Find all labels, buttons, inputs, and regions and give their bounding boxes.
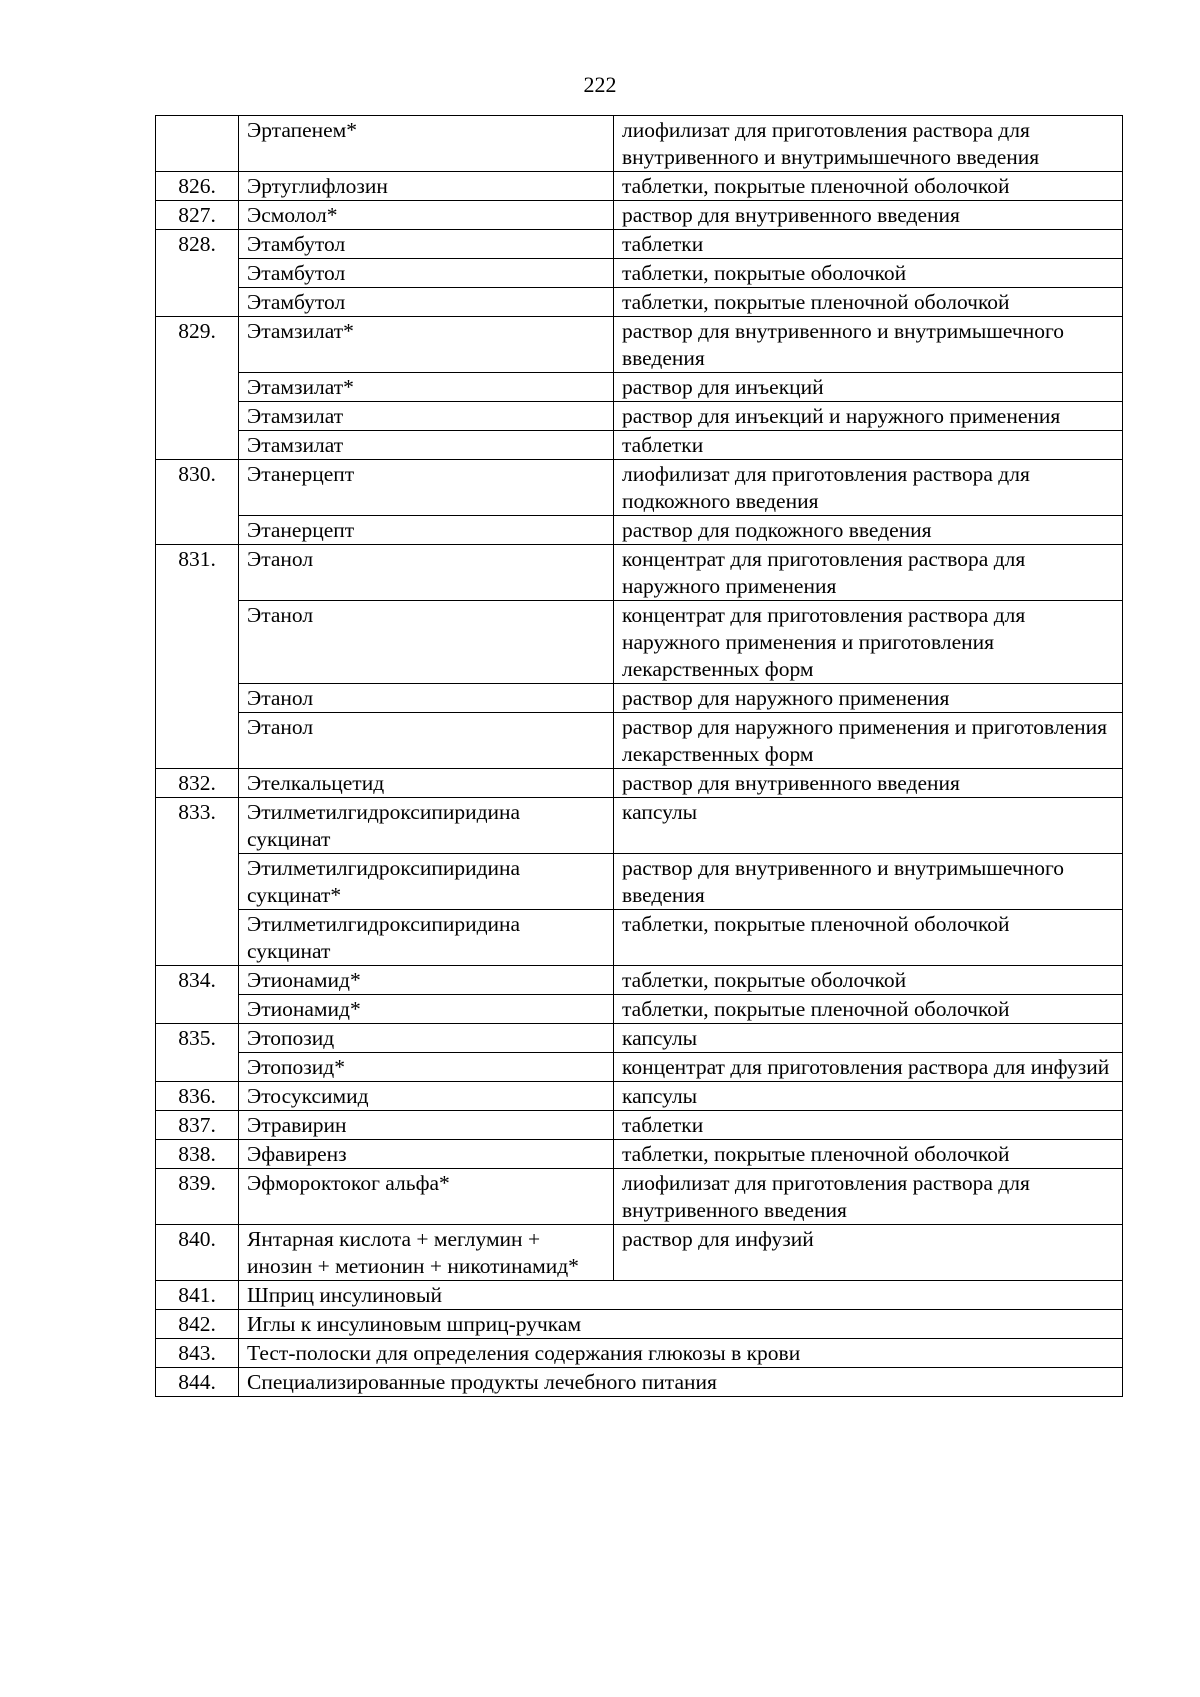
table-row: [156, 373, 1123, 402]
dosage-form-cell: таблетки, покрытые пленочной оболочкой: [614, 995, 1123, 1024]
drug-name-cell: Этамзилат: [239, 402, 614, 431]
dosage-form-cell: таблетки, покрытые пленочной оболочкой: [614, 1140, 1123, 1169]
row-number: 834.: [156, 966, 239, 1024]
dosage-form-cell: лиофилизат для приготовления раствора для внутривенного и внутримышечного введения: [614, 116, 1123, 172]
dosage-form-cell: раствор для инфузий: [614, 1225, 1123, 1281]
dosage-form-cell: раствор для подкожного введения: [614, 516, 1123, 545]
drug-name-cell: Этилметилгидроксипиридина сукцинат*: [239, 854, 614, 910]
table-row: [156, 854, 1123, 910]
table-row: [156, 116, 1123, 172]
dosage-form-cell: таблетки, покрытые пленочной оболочкой: [614, 288, 1123, 317]
row-number: 832.: [156, 769, 239, 798]
table-row: [156, 966, 1123, 995]
table-row: [156, 545, 1123, 601]
table-row: [156, 995, 1123, 1024]
drug-name-cell: Этосуксимид: [239, 1082, 614, 1111]
table-row: [156, 402, 1123, 431]
dosage-form-cell: раствор для внутривенного введения: [614, 201, 1123, 230]
table-row: [156, 1111, 1123, 1140]
dosage-form-cell: концентрат для приготовления раствора для наружного применения: [614, 545, 1123, 601]
dosage-form-cell: таблетки: [614, 230, 1123, 259]
dosage-form-cell: раствор для внутривенного введения: [614, 769, 1123, 798]
drug-name-cell: Тест-полоски для определения содержания глюкозы в крови: [239, 1339, 1123, 1368]
dosage-form-cell: раствор для внутривенного и внутримышечного введения: [614, 854, 1123, 910]
row-number: 833.: [156, 798, 239, 966]
dosage-form-cell: лиофилизат для приготовления раствора для внутривенного введения: [614, 1169, 1123, 1225]
drug-name-cell: Этилметилгидроксипиридина сукцинат: [239, 798, 614, 854]
drug-name-cell: Этамбутол: [239, 288, 614, 317]
dosage-form-cell: раствор для инъекций и наружного применения: [614, 402, 1123, 431]
dosage-form-cell: лиофилизат для приготовления раствора для подкожного введения: [614, 460, 1123, 516]
drug-list-table: [155, 115, 1123, 1397]
drug-name-cell: Этионамид*: [239, 966, 614, 995]
row-number: 839.: [156, 1169, 239, 1225]
drug-name-cell: Этамзилат*: [239, 373, 614, 402]
drug-name-cell: Эртапенем*: [239, 116, 614, 172]
drug-name-cell: Этамбутол: [239, 230, 614, 259]
dosage-form-cell: раствор для наружного применения: [614, 684, 1123, 713]
drug-list-body: [156, 116, 1123, 1397]
dosage-form-cell: концентрат для приготовления раствора для наружного применения и приготовления лекарственных форм: [614, 601, 1123, 684]
table-row: [156, 713, 1123, 769]
table-row: [156, 230, 1123, 259]
drug-name-cell: Специализированные продукты лечебного питания: [239, 1368, 1123, 1397]
dosage-form-cell: концентрат для приготовления раствора для инфузий: [614, 1053, 1123, 1082]
row-number: 838.: [156, 1140, 239, 1169]
drug-name-cell: Этравирин: [239, 1111, 614, 1140]
drug-name-cell: Эсмолол*: [239, 201, 614, 230]
dosage-form-cell: таблетки, покрытые пленочной оболочкой: [614, 172, 1123, 201]
drug-name-cell: Этелкальцетид: [239, 769, 614, 798]
table-row: [156, 172, 1123, 201]
row-number: 829.: [156, 317, 239, 460]
dosage-form-cell: таблетки: [614, 431, 1123, 460]
table-row: [156, 1140, 1123, 1169]
table-row: [156, 1339, 1123, 1368]
table-row: [156, 201, 1123, 230]
table-row: [156, 601, 1123, 684]
table-row: [156, 1053, 1123, 1082]
drug-name-cell: Эфавиренз: [239, 1140, 614, 1169]
drug-name-cell: Этилметилгидроксипиридина сукцинат: [239, 910, 614, 966]
table-row: [156, 684, 1123, 713]
row-number: 831.: [156, 545, 239, 769]
table-row: [156, 1310, 1123, 1339]
row-number: 842.: [156, 1310, 239, 1339]
row-number: 826.: [156, 172, 239, 201]
table-row: [156, 1225, 1123, 1281]
table-row: [156, 1368, 1123, 1397]
drug-name-cell: Эфмороктоког альфа*: [239, 1169, 614, 1225]
table-row: [156, 1169, 1123, 1225]
dosage-form-cell: капсулы: [614, 798, 1123, 854]
row-number: 828.: [156, 230, 239, 317]
row-number: 836.: [156, 1082, 239, 1111]
drug-name-cell: Янтарная кислота + меглумин + инозин + метионин + никотинамид*: [239, 1225, 614, 1281]
dosage-form-cell: раствор для наружного применения и приготовления лекарственных форм: [614, 713, 1123, 769]
table-row: [156, 516, 1123, 545]
drug-name-cell: Этионамид*: [239, 995, 614, 1024]
drug-name-cell: Иглы к инсулиновым шприц-ручкам: [239, 1310, 1123, 1339]
table-row: [156, 769, 1123, 798]
drug-name-cell: Этанол: [239, 684, 614, 713]
row-number: 837.: [156, 1111, 239, 1140]
dosage-form-cell: раствор для инъекций: [614, 373, 1123, 402]
dosage-form-cell: таблетки, покрытые оболочкой: [614, 966, 1123, 995]
row-number: 844.: [156, 1368, 239, 1397]
dosage-form-cell: капсулы: [614, 1082, 1123, 1111]
table-row: [156, 288, 1123, 317]
drug-name-cell: Этанол: [239, 601, 614, 684]
row-number: 827.: [156, 201, 239, 230]
dosage-form-cell: капсулы: [614, 1024, 1123, 1053]
drug-name-cell: Этанерцепт: [239, 516, 614, 545]
table-row: [156, 317, 1123, 373]
drug-name-cell: Этанол: [239, 545, 614, 601]
drug-name-cell: Этопозид*: [239, 1053, 614, 1082]
table-row: [156, 798, 1123, 854]
table-row: [156, 431, 1123, 460]
dosage-form-cell: таблетки: [614, 1111, 1123, 1140]
row-number: 840.: [156, 1225, 239, 1281]
drug-name-cell: Этанол: [239, 713, 614, 769]
drug-name-cell: Этамзилат*: [239, 317, 614, 373]
drug-name-cell: Этамзилат: [239, 431, 614, 460]
table-row: [156, 1281, 1123, 1310]
row-number: 843.: [156, 1339, 239, 1368]
dosage-form-cell: таблетки, покрытые пленочной оболочкой: [614, 910, 1123, 966]
drug-name-cell: Шприц инсулиновый: [239, 1281, 1123, 1310]
row-number: [156, 116, 239, 172]
table-row: [156, 1082, 1123, 1111]
table-row: [156, 1024, 1123, 1053]
page-number: 222: [583, 72, 617, 97]
table-row: [156, 910, 1123, 966]
dosage-form-cell: раствор для внутривенного и внутримышечного введения: [614, 317, 1123, 373]
table-row: [156, 460, 1123, 516]
table-row: [156, 259, 1123, 288]
row-number: 841.: [156, 1281, 239, 1310]
row-number: 835.: [156, 1024, 239, 1082]
drug-name-cell: Этамбутол: [239, 259, 614, 288]
drug-name-cell: Эртуглифлозин: [239, 172, 614, 201]
row-number: 830.: [156, 460, 239, 545]
drug-name-cell: Этанерцепт: [239, 460, 614, 516]
dosage-form-cell: таблетки, покрытые оболочкой: [614, 259, 1123, 288]
drug-name-cell: Этопозид: [239, 1024, 614, 1053]
